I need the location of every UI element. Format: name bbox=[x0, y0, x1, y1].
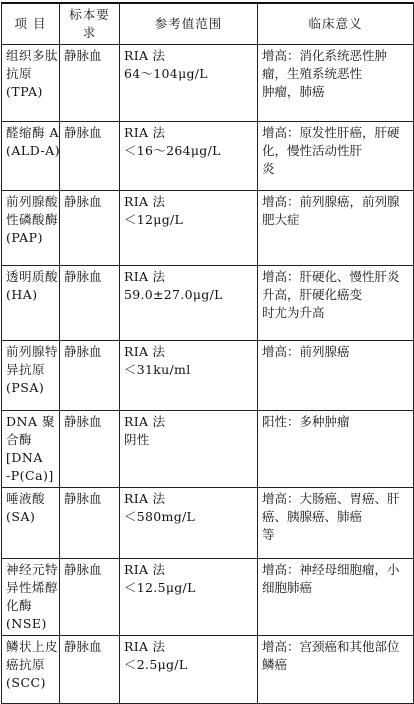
cell-significance bbox=[258, 636, 414, 704]
cell-significance-line: 肿瘤，肺癌 bbox=[262, 84, 325, 99]
cell-significance bbox=[258, 45, 414, 122]
cell-significance-line: 癌、胰腺癌、肺癌 bbox=[262, 509, 363, 524]
cell-significance-line: 增高：宫颈癌和其他部位 bbox=[262, 639, 400, 654]
cell-item-line: 醛缩酶 A bbox=[6, 125, 60, 140]
cell-item-line: (PSA) bbox=[6, 380, 45, 395]
table-row bbox=[2, 341, 414, 411]
cell-significance-line: 等 bbox=[262, 527, 275, 542]
cell-reference bbox=[120, 122, 258, 191]
cell-specimen: 静脉血 bbox=[60, 191, 120, 266]
cell-item bbox=[2, 45, 60, 122]
cell-item-line: 组织多肽 bbox=[6, 48, 59, 63]
cell-reference-line: RIA 法 bbox=[124, 562, 166, 577]
table-row bbox=[2, 636, 414, 704]
cell-item-line: 前列腺酸 bbox=[6, 194, 59, 209]
cell-item bbox=[2, 636, 60, 704]
cell-item bbox=[2, 559, 60, 636]
cell-item-line: 透明质酸 bbox=[6, 269, 59, 284]
table-row bbox=[2, 191, 414, 266]
cell-specimen: 静脉血 bbox=[60, 266, 120, 341]
cell-item-line: 前列腺特 bbox=[6, 344, 59, 359]
cell-item bbox=[2, 122, 60, 191]
cell-specimen: 静脉血 bbox=[60, 411, 120, 488]
cell-reference bbox=[120, 559, 258, 636]
cell-item-line: 合酶 bbox=[6, 432, 33, 447]
cell-significance-line: 瘤，生殖系统恶性 bbox=[262, 66, 363, 81]
cell-item-line: 抗原 bbox=[6, 66, 33, 81]
header-item: 项 目 bbox=[2, 3, 60, 45]
cell-specimen: 静脉血 bbox=[60, 122, 120, 191]
cell-significance-line: 升高，肝硬化癌变 bbox=[262, 287, 363, 302]
cell-item-line: (NSE) bbox=[6, 616, 47, 631]
cell-significance-line: 细胞肺癌 bbox=[262, 580, 313, 595]
cell-item-line: [DNA bbox=[6, 450, 43, 465]
cell-significance-line: 增高：原发性肝癌，肝硬 bbox=[262, 125, 400, 140]
cell-reference-line: RIA 法 bbox=[124, 491, 166, 506]
cell-specimen: 静脉血 bbox=[60, 559, 120, 636]
cell-item-line: 癌抗原 bbox=[6, 657, 46, 672]
cell-specimen: 静脉血 bbox=[60, 45, 120, 122]
cell-item-line: (ALD-A) bbox=[6, 143, 61, 158]
cell-significance-line: 化，慢性活动性肝 bbox=[262, 143, 363, 158]
cell-significance-line: 增高：肝硬化、慢性肝炎 bbox=[262, 269, 400, 284]
cell-significance bbox=[258, 266, 414, 341]
cell-reference bbox=[120, 341, 258, 411]
cell-reference-line: 59.0±27.0μg/L bbox=[124, 287, 223, 302]
cell-reference bbox=[120, 636, 258, 704]
cell-item-line: (SA) bbox=[6, 509, 36, 524]
cell-reference bbox=[120, 488, 258, 559]
header-significance: 临床意义 bbox=[258, 3, 414, 45]
cell-item-line: -P(Ca)] bbox=[6, 468, 54, 483]
cell-item bbox=[2, 341, 60, 411]
header-reference: 参考值范围 bbox=[120, 3, 258, 45]
table-header-row bbox=[2, 3, 414, 45]
cell-item bbox=[2, 488, 60, 559]
cell-significance bbox=[258, 411, 414, 488]
cell-reference-line: RIA 法 bbox=[124, 194, 166, 209]
cell-reference-line: ＜16～264μg/L bbox=[124, 143, 221, 158]
cell-significance-line: 增高：神经母细胞瘤，小 bbox=[262, 562, 400, 577]
cell-reference-line: RIA 法 bbox=[124, 269, 166, 284]
cell-specimen: 静脉血 bbox=[60, 341, 120, 411]
header-specimen: 标本要求 bbox=[60, 3, 120, 45]
cell-significance-line: 肥大症 bbox=[262, 212, 300, 227]
cell-specimen: 静脉血 bbox=[60, 488, 120, 559]
cell-item-line: (PAP) bbox=[6, 230, 43, 245]
cell-significance-line: 时尤为升高 bbox=[262, 305, 325, 320]
cell-significance-line: 增高：前列腺癌 bbox=[262, 344, 350, 359]
cell-item bbox=[2, 191, 60, 266]
cell-reference-line: RIA 法 bbox=[124, 48, 166, 63]
cell-item-line: 神经元特 bbox=[6, 562, 59, 577]
cell-significance bbox=[258, 122, 414, 191]
cell-reference-line: ＜31ku/ml bbox=[124, 362, 191, 377]
cell-reference-line: ＜12μg/L bbox=[124, 212, 184, 227]
cell-reference-line: ＜2.5μg/L bbox=[124, 657, 188, 672]
cell-item-line: 性磷酸酶 bbox=[6, 212, 59, 227]
cell-significance-line: 增高：前列腺癌，前列腺 bbox=[262, 194, 400, 209]
cell-significance-line: 阳性：多种肿瘤 bbox=[262, 414, 350, 429]
cell-significance-line: 鳞癌 bbox=[262, 657, 288, 672]
cell-reference-line: ＜580mg/L bbox=[124, 509, 196, 524]
cell-item-line: (HA) bbox=[6, 287, 38, 302]
table-row bbox=[2, 45, 414, 122]
cell-item bbox=[2, 266, 60, 341]
cell-item-line: 异抗原 bbox=[6, 362, 46, 377]
cell-specimen: 静脉血 bbox=[60, 636, 120, 704]
cell-reference-line: 阴性 bbox=[124, 432, 150, 447]
table-row bbox=[2, 411, 414, 488]
table-row bbox=[2, 488, 414, 559]
tumor-marker-table bbox=[1, 2, 414, 704]
cell-significance-line: 增高：消化系统恶性肿 bbox=[262, 48, 388, 63]
cell-reference bbox=[120, 266, 258, 341]
cell-item-line: 唾液酸 bbox=[6, 491, 46, 506]
cell-item bbox=[2, 411, 60, 488]
cell-reference-line: 64～104μg/L bbox=[124, 66, 208, 81]
cell-significance bbox=[258, 559, 414, 636]
table-row bbox=[2, 559, 414, 636]
cell-reference bbox=[120, 45, 258, 122]
cell-reference bbox=[120, 191, 258, 266]
cell-reference-line: RIA 法 bbox=[124, 639, 166, 654]
cell-reference-line: RIA 法 bbox=[124, 414, 166, 429]
cell-significance bbox=[258, 341, 414, 411]
table-row bbox=[2, 122, 414, 191]
cell-item-line: 鳞状上皮 bbox=[6, 639, 59, 654]
cell-reference-line: ＜12.5μg/L bbox=[124, 580, 196, 595]
cell-significance-line: 增高：大肠癌、胃癌、肝 bbox=[262, 491, 400, 506]
cell-item-line: 化酶 bbox=[6, 598, 33, 613]
cell-reference-line: RIA 法 bbox=[124, 125, 166, 140]
cell-significance bbox=[258, 191, 414, 266]
cell-item-line: (TPA) bbox=[6, 84, 43, 99]
cell-reference bbox=[120, 411, 258, 488]
table-row bbox=[2, 266, 414, 341]
cell-significance-line: 炎 bbox=[262, 161, 275, 176]
cell-reference-line: RIA 法 bbox=[124, 344, 166, 359]
cell-item-line: (SCC) bbox=[6, 675, 46, 690]
cell-item-line: 异性烯醇 bbox=[6, 580, 59, 595]
cell-item-line: DNA 聚 bbox=[6, 414, 55, 429]
cell-significance bbox=[258, 488, 414, 559]
